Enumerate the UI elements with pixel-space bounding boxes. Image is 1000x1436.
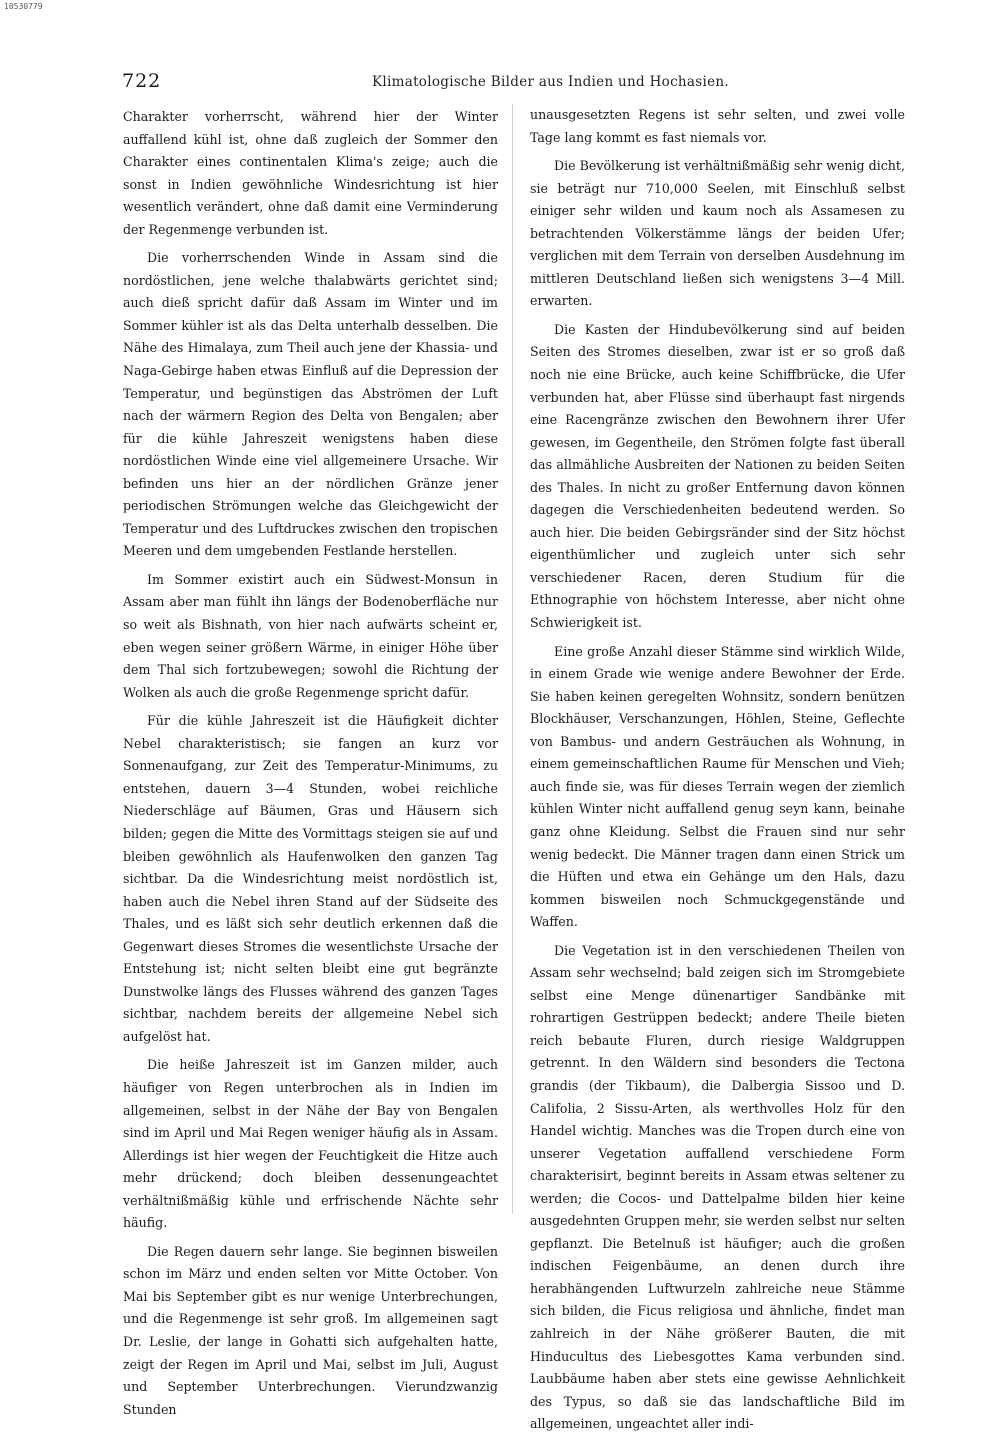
paragraph: unausgesetzten Regens ist sehr selten, und zwei volle Tage lang kommt es fast niemals vor. <box>530 107 905 145</box>
paragraph: Die Kasten der Hindubevölkerung sind auf beiden Seiten des Stromes dieselben, zwar ist er so groß daß noch nie eine Brücke, auch keine Schiffbrücke, die Ufer verbunden hat, aber Flüsse sind überhaupt fast nirgends eine Racengränze zwischen den Bewohnern ihrer Ufer gewesen, im Gegentheile, den Strömen folgte fast überall das allmähliche Ausbreiten der Nationen zu beiden Seiten des Thales. In nicht zu großer Entfernung davon können dagegen die Verschiedenheiten bedeutend werden. So auch hier. Die beiden Gebirgsränder sind der Sitz höchst eigenthümlicher und zugleich unter sich sehr verschiedener Racen, deren Studium für die Ethnographie von höchstem Interesse, aber nicht ohne Schwierigkeit ist. <box>530 321 905 631</box>
paragraph: Die Regen dauern sehr lange. Sie beginnen bisweilen schon im März und enden selten vor Mitte October. Von Mai bis September gibt es nur wenige Unterbrechungen, und die Regenmenge ist sehr groß. Im allgemeinen sagt Dr. Leslie, der lange in Gohatti sich aufgehalten hatte, zeigt der Regen im April und Mai, selbst im Juli, August und September Unterbrechungen. Vierundzwanzig Stunden <box>123 1243 498 1417</box>
paragraph: Die vorherrschenden Winde in Assam sind die nordöstlichen, jene welche thalabwärts gerichtet sind; auch dieß spricht dafür daß Assam im Winter und im Sommer kühler ist als das Delta unterhalb desselben. Die Nähe des Himalaya, zum Theil auch jene der Khassia- und Naga-Gebirge haben etwas Einfluß auf die Depression der Temperatur, und begünstigen das Abströmen der Luft nach der wärmern Region des Delta von Bengalen; aber für die kühle Jahreszeit wenigstens haben diese nordöstlichen Winde eine viel allgemeinere Ursache. Wir befinden uns hier an der nördlichen Gränze jener periodischen Strömungen welche das Gleichgewicht der Temperatur und des Luftdruckes zwischen den tropischen Meeren und dem umgebenden Festlande herstellen. <box>123 250 498 559</box>
paragraph: Die Vegetation ist in den verschiedenen Theilen von Assam sehr wechselnd; bald zeigen sich im Stromgebiete selbst eine Menge dünenartiger Sandbänke mit rohrartigen Gestrüppen bedeckt; andere Theile bieten reich bebaute Fluren, durch riesige Waldgruppen getrennt. In den Wäldern sind besonders die Tectona grandis (der Tikbaum), die Dalbergia Sissoo und D. Califolia, 2 Sissu-Arten, als werthvolles Holz für den Handel wichtig. Manches was die Tropen durch eine von unserer Vegetation auffallend verschiedene Form charakterisirt, beginnt bereits in Assam etwas seltener zu werden; die Cocos- und Dattelpalme bilden hier keine ausgedehnten Gruppen mehr, sie werden selbst nur selten gepflanzt. Die Betelnuß ist häufiger; auch die großen indischen Feigenbäume, an denen durch ihre herabhängenden Luftwurzeln zahlreiche neue Stämme sich bilden, die Ficus religiosa und ähnliche, findet man zahlreich in der Nähe größerer Bauten, die mit Hinducultus des Liebesgottes Kama verbunden sind. Laubbäume haben aber stets eine gewisse Aehnlichkeit des Typus, so daß sie das landschaftliche Bild im allgemeinen, ungeachtet aller indi- <box>530 942 905 1432</box>
paragraph: Im Sommer existirt auch ein Südwest-Monsun in Assam aber man fühlt ihn längs der Bodenoberfläche nur so weit als Bishnath, von hier nach aufwärts scheint er, eben wegen seiner größern Wärme, in einiger Höhe über dem Thal sich fortzubewegen; sowohl die Richtung der Wolken als auch die große Regenmenge spricht dafür. <box>123 571 498 700</box>
paragraph: Charakter vorherrscht, während hier der Winter auffallend kühl ist, ohne daß zugleich der Sommer den Charakter eines continentalen Klima's zeige; auch die sonst in Indien gewöhnliche Windesrichtung ist hier wesentlich verändert, ohne daß damit eine Verminderung der Regenmenge verbunden ist. <box>123 109 498 237</box>
left-column <box>123 106 498 1421</box>
page-number: 722 <box>122 70 162 92</box>
paragraph: Die Bevölkerung ist verhältnißmäßig sehr wenig dicht, sie beträgt nur 710,000 Seelen, mit Einschluß selbst einiger sehr wilden und kaum noch als Assamesen zu betrachtenden Völkerstämme längs der beiden Ufer; verglichen mit dem Terrain von derselben Ausdehnung im mittleren Deutschland ließen sich wenigstens 3—4 Mill. erwarten. <box>530 158 905 309</box>
column-divider <box>512 104 513 1214</box>
running-head: Klimatologische Bilder aus Indien und Hochasien. <box>372 74 729 90</box>
paragraph: Für die kühle Jahreszeit ist die Häufigkeit dichter Nebel charakteristisch; sie fangen an kurz vor Sonnenaufgang, zur Zeit des Temperatur-Minimums, zu entstehen, dauern 3—4 Stunden, wobei reichliche Niederschläge auf Bäumen, Gras und Häusern sich bilden; gegen die Mitte des Vormittags steigen sie auf und bleiben gewöhnlich als Haufenwolken den ganzen Tag sichtbar. Da die Windesrichtung meist nordöstlich ist, haben auch die Nebel ihren Stand auf der Südseite des Thales, und es läßt sich sehr deutlich erkennen daß die Gegenwart dieses Stromes die wesentlichste Ursache der Entstehung ist; nicht selten bleibt eine gut begränzte Dunstwolke längs des Flusses während des ganzen Tages sichtbar, nachdem bereits der allgemeine Nebel sich aufgelöst hat. <box>123 713 498 1044</box>
archive-reference-id: 10530779 <box>4 2 43 11</box>
paragraph: Eine große Anzahl dieser Stämme sind wirklich Wilde, in einem Grade wie wenige andere Bewohner der Erde. Sie haben keinen geregelten Wohnsitz, sondern benützen Blockhäuser, Verschanzungen, Höhlen, Steine, Geflechte von Bambus- und andern Gesträuchen als Wohnung, in einem gemeinschaftlichen Raume für Menschen und Vieh; auch finde sie, was für dieses Terrain wegen der ziemlich kühlen Winter nicht auffallend genug seyn kann, beinahe ganz ohne Kleidung. Selbst die Frauen sind nur sehr wenig bedeckt. Die Männer tragen dann einen Strick um die Hüften und etwa ein Gehänge um den Hals, dazu kommen bisweilen noch Schmuckgegenstände und Waffen. <box>530 643 905 930</box>
paragraph: Die heiße Jahreszeit ist im Ganzen milder, auch häufiger von Regen unterbrochen als in Indien im allgemeinen, selbst in der Nähe der Bay von Bengalen sind im April und Mai Regen weniger häufig als in Assam. Allerdings ist hier wegen der Feuchtigkeit die Hitze auch mehr drückend; doch bleiben dessenungeachtet verhältnißmäßig kühle und erfrischende Nächte sehr häufig. <box>123 1057 498 1231</box>
right-column <box>530 104 905 1436</box>
